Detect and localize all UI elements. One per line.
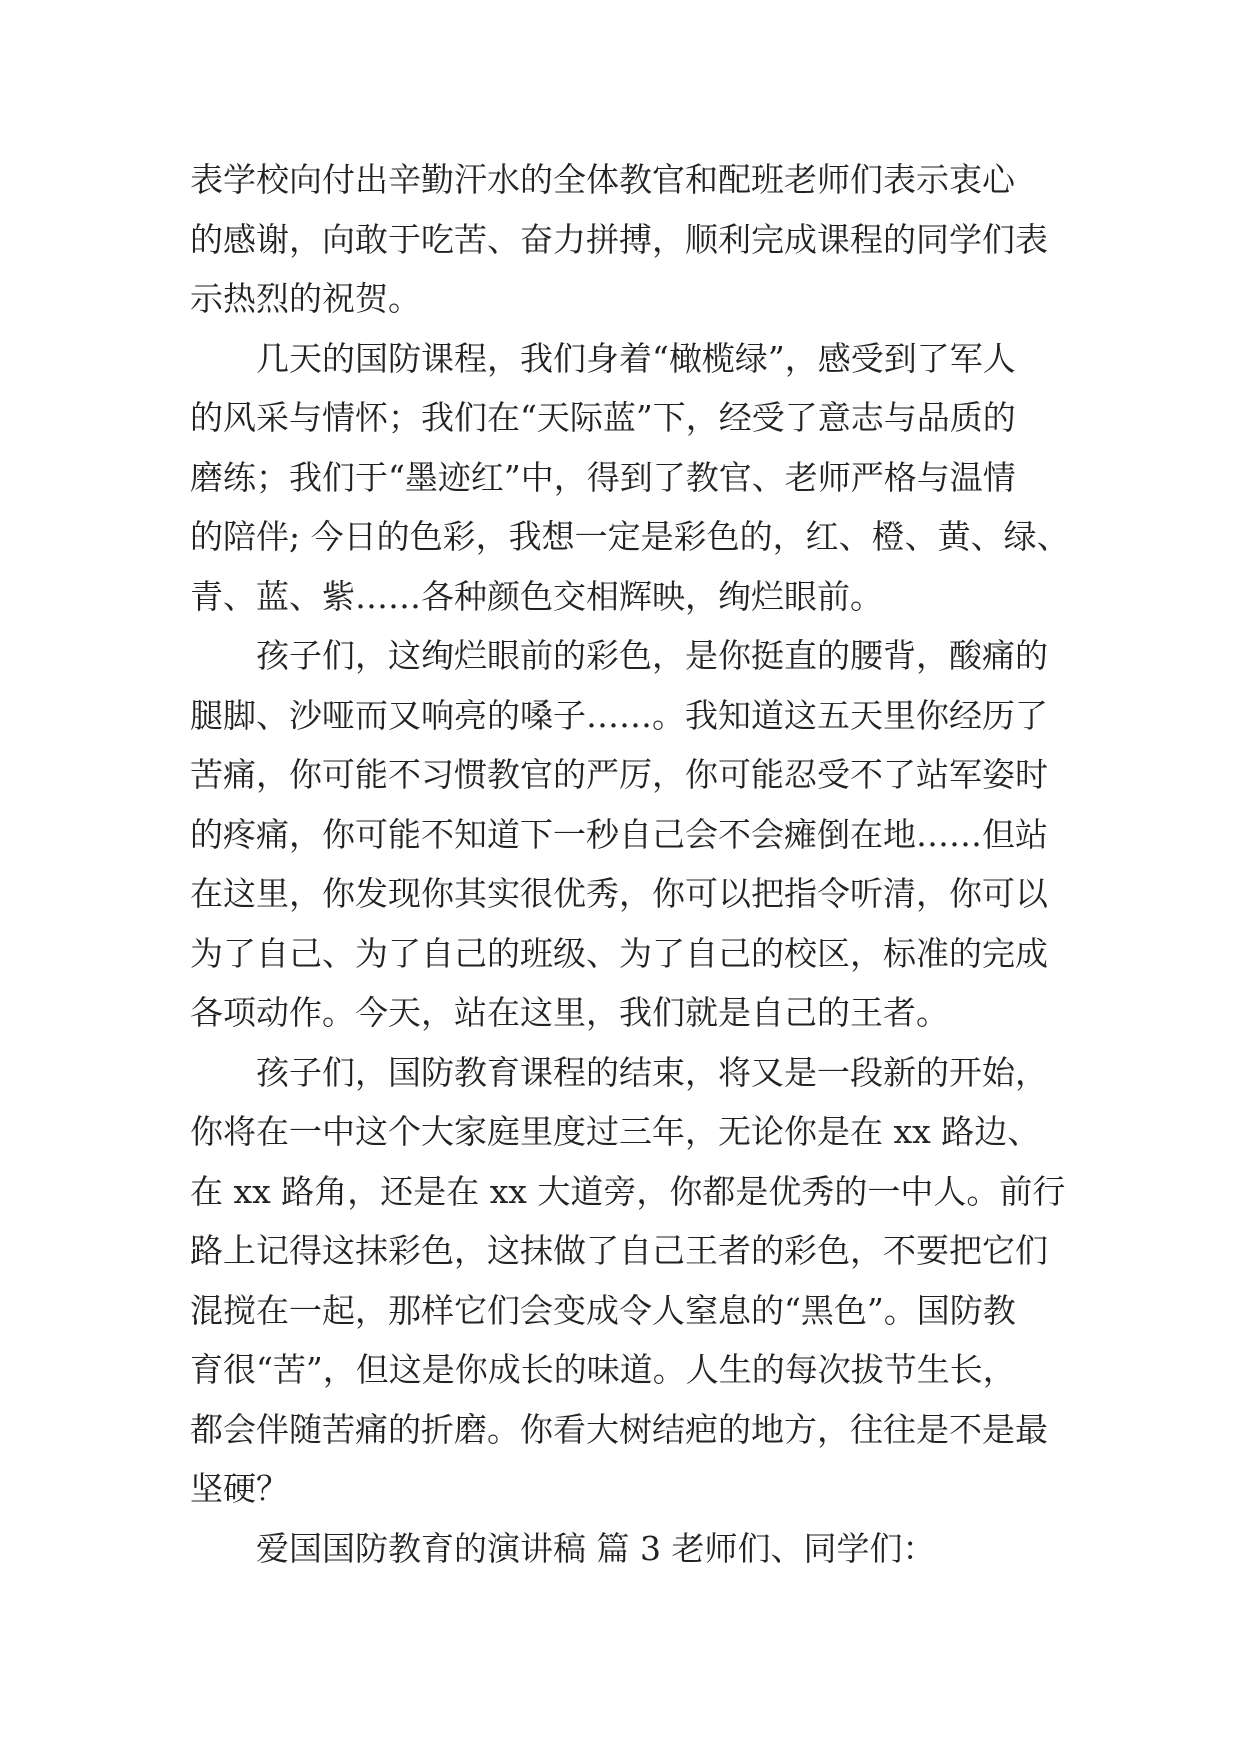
text-line: 的风采与情怀；我们在“天际蓝”下，经受了意志与品质的: [190, 398, 1016, 437]
text-line: 各项动作。今天，站在这里，我们就是自己的王者。: [190, 993, 949, 1032]
paragraph-1: [190, 150, 1070, 329]
text-line: 混搅在一起，那样它们会变成令人窒息的“黑色”。国防教: [190, 1290, 1016, 1330]
text-line: 几天的国防课程，我们身着“橄榄绿”，感受到了军人: [256, 338, 1016, 378]
text-line: 坚硬？: [190, 1469, 289, 1508]
text-line: 表学校向付出辛勤汗水的全体教官和配班老师们表示衷心: [190, 160, 1015, 199]
text-line: 为了自己、为了自己的班级、为了自己的校区，标准的完成: [190, 933, 1048, 973]
text-line: 苦痛，你可能不习惯教官的严厉，你可能忍受不了站军姿时: [190, 755, 1048, 794]
text-line: 的疼痛，你可能不知道下一秒自己会不会瘫倒在地……但站: [190, 814, 1048, 854]
text-line: 你将在一中这个大家庭里度过三年，无论你是在 xx 路边、: [190, 1112, 1041, 1151]
text-line: 孩子们，这绚烂眼前的彩色，是你挺直的腰背，酸痛的: [256, 636, 1048, 675]
text-line: 青、蓝、紫……各种颜色交相辉映，绚烂眼前。: [190, 576, 883, 616]
text-line: 的感谢，向敢于吃苦、奋力拼搏，顺利完成课程的同学们表: [190, 219, 1048, 259]
text-line: 磨练；我们于“墨迹红”中，得到了教官、老师严格与温情: [190, 457, 1016, 497]
text-line: 都会伴随苦痛的折磨。你看大树结疤的地方，往往是不是最: [190, 1409, 1048, 1449]
text-line: 腿脚、沙哑而又响亮的嗓子……。我知道这五天里你经历了: [190, 695, 1048, 735]
text-line: 的陪伴; 今日的色彩，我想一定是彩色的，红、橙、黄、绿、: [190, 517, 1070, 556]
text-line: 路上记得这抹彩色，这抹做了自己王者的彩色，不要把它们: [190, 1231, 1048, 1270]
paragraph-4: [190, 1043, 1070, 1519]
paragraph-3: [190, 626, 1070, 1043]
paragraph-2: [190, 329, 1070, 627]
paragraph-5: [190, 1519, 1070, 1579]
document-body: [190, 150, 1070, 1578]
text-line: 示热烈的祝贺。: [190, 279, 421, 318]
text-line: 育很“苦”，但这是你成长的味道。人生的每次拔节生长，: [190, 1350, 1016, 1389]
text-line: 在 xx 路角，还是在 xx 大道旁，你都是优秀的一中人。前行: [190, 1171, 1066, 1211]
section-heading-line: 爱国国防教育的演讲稿 篇 3 老师们、同学们：: [256, 1528, 936, 1568]
text-line: 在这里，你发现你其实很优秀，你可以把指令听清，你可以: [190, 874, 1048, 913]
text-line: 孩子们，国防教育课程的结束，将又是一段新的开始，: [256, 1052, 1048, 1092]
